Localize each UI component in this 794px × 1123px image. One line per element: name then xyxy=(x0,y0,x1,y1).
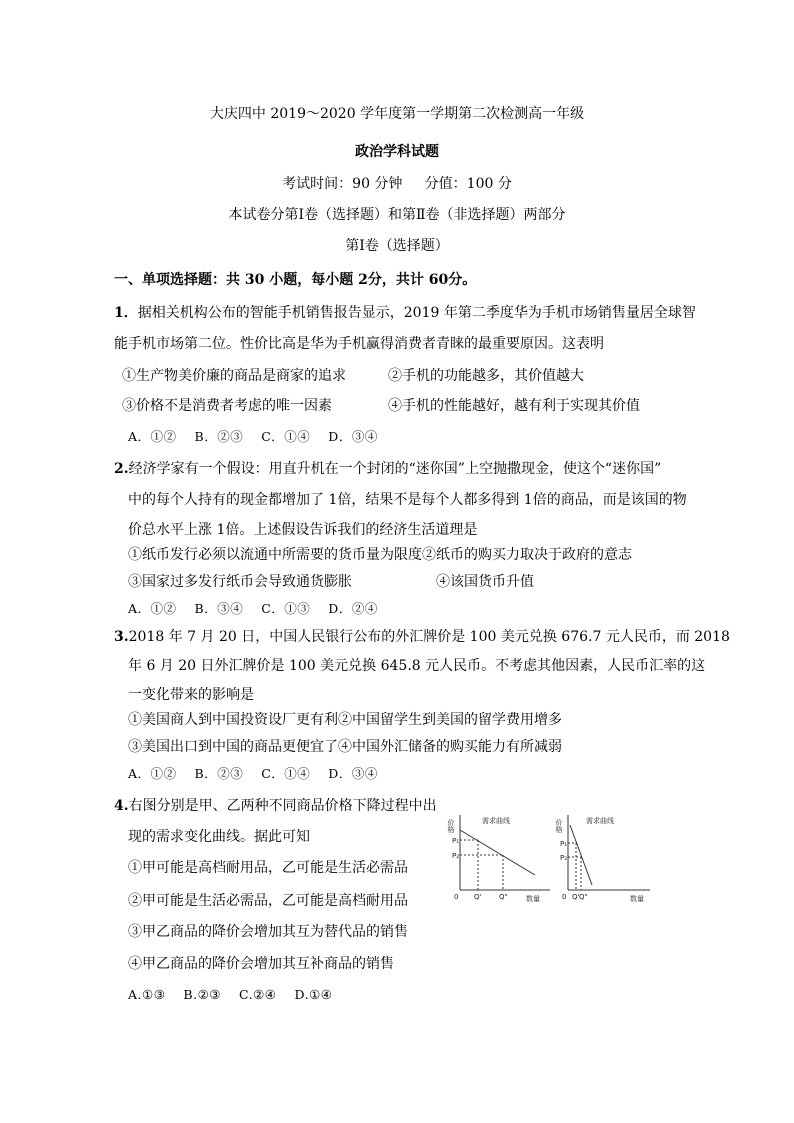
option-c[interactable]: C．①④ xyxy=(261,766,311,781)
question-text: 右图分别是甲、乙两种不同商品价格下降过程中出 xyxy=(128,798,437,814)
tick-p2: P₂ xyxy=(452,852,460,860)
graph-yi xyxy=(568,815,650,890)
school-title: 大庆四中 2019～2020 学年度第一学期第二次检测高一年级 xyxy=(209,106,585,122)
question-2-statement-1: ①纸币发行必须以流通中所需要的货币量为限度②纸币的购买力取决于政府的意志 xyxy=(128,547,632,563)
part-title: 第Ⅰ卷（选择题） xyxy=(345,238,449,254)
tick-q2: Q" xyxy=(579,893,588,901)
question-3-line-1 xyxy=(114,627,730,647)
question-3-line-3: 一变化带来的影响是 xyxy=(128,687,254,703)
question-1-statement-1: ①生产物美价廉的商品是商家的追求 ②手机的功能越多，其价值越大 xyxy=(122,368,584,384)
question-3-line-2: 年 6 月 20 日外汇牌价是 100 美元兑换 645.8 元人民币。不考虑其他因素，人民币汇率的这 xyxy=(128,658,706,674)
question-text: 据相关机构公布的智能手机销售报告显示，2019 年第二季度华为手机市场销售量居全球智 xyxy=(137,305,696,321)
tick-p2: P₂ xyxy=(560,854,568,862)
tick-origin: 0 xyxy=(454,893,459,901)
option-c[interactable]: C.②④ xyxy=(239,987,277,1002)
question-number: 2. xyxy=(114,461,129,477)
question-text: 2018 年 7 月 20 日，中国人民银行公布的外汇牌价是 100 美元兑换 676.7 元人民币，而 2018 xyxy=(128,629,730,645)
question-number: 3. xyxy=(114,629,129,645)
curve-label: 需求曲线 xyxy=(482,817,510,825)
option-a[interactable]: A.①③ xyxy=(128,987,166,1002)
y-axis-label: 价格 xyxy=(447,819,455,833)
option-b[interactable]: B．③④ xyxy=(194,601,244,616)
question-3-statement-2: ③美国出口到中国的商品更便宜了④中国外汇储备的购买能力有所减弱 xyxy=(128,739,562,755)
question-3-options xyxy=(128,764,396,784)
option-d[interactable]: D．③④ xyxy=(328,429,378,444)
subject-title: 政治学科试题 xyxy=(355,144,439,160)
option-d[interactable]: D．②④ xyxy=(328,601,378,616)
demand-curve xyxy=(570,825,592,885)
question-1-line-2: 能手机市场第二位。性价比高是华为手机赢得消费者青睐的最重要原因。这表明 xyxy=(114,336,604,352)
question-4-statement-1: ①甲可能是高档耐用品，乙可能是生活必需品 xyxy=(128,860,408,876)
demand-curve xyxy=(460,830,535,875)
question-1-options xyxy=(128,427,396,447)
question-2-options xyxy=(128,599,396,619)
option-c[interactable]: C．①④ xyxy=(261,429,311,444)
question-2-line-1 xyxy=(114,459,661,479)
option-b[interactable]: B．②③ xyxy=(194,766,244,781)
option-c[interactable]: C．①③ xyxy=(261,601,311,616)
question-2-statement-2: ③国家过多发行纸币会导致通货膨胀 ④该国货币升值 xyxy=(128,574,534,590)
question-1-statement-2: ③价格不是消费者考虑的唯一因素 ④手机的性能越好，越有利于实现其价值 xyxy=(122,398,640,414)
question-4-statement-2: ②甲可能是生活必需品，乙可能是高档耐用品 xyxy=(128,893,408,909)
tick-p1: P₁ xyxy=(560,840,568,848)
question-2-line-2: 中的每个人持有的现金都增加了 1倍，结果不是每个人都多得到 1倍的商品，而是该国的物 xyxy=(128,492,687,508)
question-4-options xyxy=(128,985,350,1005)
tick-origin: 0 xyxy=(562,893,567,901)
question-3-statement-1: ①美国商人到中国投资设厂更有利②中国留学生到美国的留学费用增多 xyxy=(128,712,562,728)
graph-jia xyxy=(460,815,550,890)
section-title: 一、单项选择题：共 30 小题，每小题 2分，共计 60分。 xyxy=(114,272,477,288)
question-4-statement-3: ③甲乙商品的降价会增加其互为替代品的销售 xyxy=(128,924,408,940)
option-d[interactable]: D．③④ xyxy=(328,766,378,781)
question-number: 4. xyxy=(114,798,129,814)
tick-p1: P₁ xyxy=(452,837,460,845)
x-axis-label: 数量 xyxy=(630,895,644,903)
curve-label: 需求曲线 xyxy=(586,817,614,825)
option-a[interactable]: A．①② xyxy=(128,601,177,616)
tick-q1: Q' xyxy=(572,893,580,901)
structure-note: 本试卷分第Ⅰ卷（选择题）和第Ⅱ卷（非选择题）两部分 xyxy=(228,207,566,223)
option-a[interactable]: A．①② xyxy=(128,766,177,781)
question-2-line-3: 价总水平上涨 1倍。上述假设告诉我们的经济生活道理是 xyxy=(128,522,478,538)
option-d[interactable]: D.①④ xyxy=(294,987,333,1002)
option-a[interactable]: A．①② xyxy=(128,429,177,444)
question-1-line-1 xyxy=(114,303,696,323)
question-4-line-1 xyxy=(114,796,437,816)
y-axis-label: 价格 xyxy=(555,819,563,833)
tick-q2: Q" xyxy=(499,893,508,901)
question-number: 1． xyxy=(114,305,138,321)
tick-q1: Q' xyxy=(474,893,482,901)
question-4-line-2: 现的需求变化曲线。据此可知 xyxy=(128,829,310,845)
demand-curve-figure xyxy=(440,805,660,910)
question-4-statement-4: ④甲乙商品的降价会增加其互补商品的销售 xyxy=(128,956,394,972)
question-text: 经济学家有一个假设：用直升机在一个封闭的“迷你国”上空抛撒现金，使这个“迷你国” xyxy=(128,461,662,477)
option-b[interactable]: B.②③ xyxy=(183,987,221,1002)
option-b[interactable]: B．②③ xyxy=(194,429,244,444)
x-axis-label: 数量 xyxy=(526,895,540,903)
exam-info: 考试时间：90 分钟 分值：100 分 xyxy=(282,176,512,192)
